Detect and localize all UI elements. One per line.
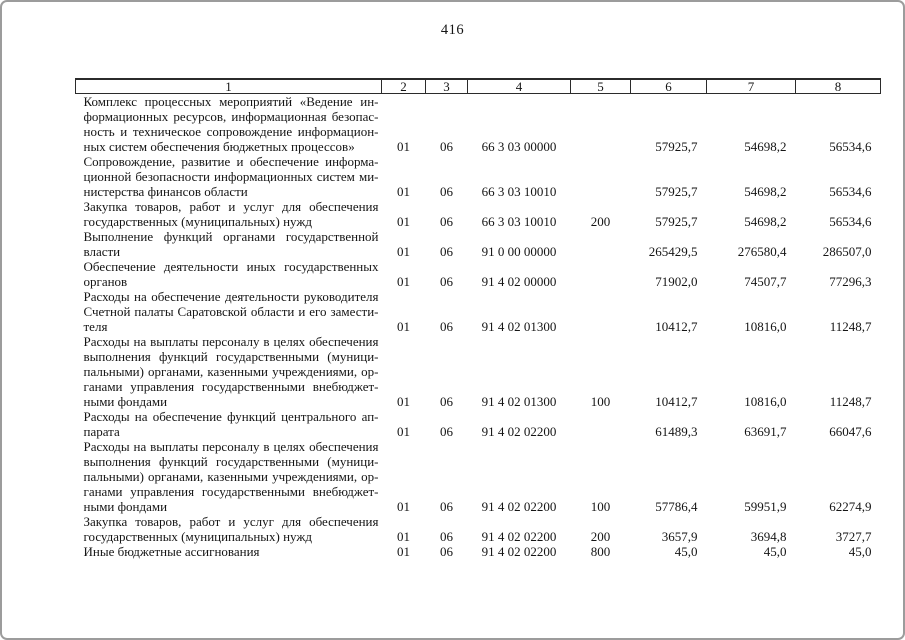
cell-sum-year1: 45,0 <box>674 544 698 559</box>
name-line: Сопровождение, развитие и обеспечение информа- <box>83 154 379 169</box>
cell-razdel: 01 <box>397 424 410 439</box>
name-line: Закупка товаров, работ и услуг для обеспечения <box>83 199 379 214</box>
cell-vid-raskhodov: 100 <box>590 394 611 409</box>
cell-razdel: 01 <box>397 274 410 289</box>
cell-sum-year2: 54698,2 <box>744 184 787 199</box>
cell-celevaya-statya: 66 3 03 00000 <box>481 139 557 154</box>
cell-name <box>76 154 382 199</box>
table-row <box>76 94 881 155</box>
name-line: Закупка товаров, работ и услуг для обеспечения <box>83 514 379 529</box>
table-row <box>76 439 881 514</box>
column-header-2: 2 <box>382 79 426 94</box>
name-line: Счетной палаты Саратовской области и его замести- <box>83 304 379 319</box>
cell-sum-year2: 54698,2 <box>744 139 787 154</box>
cell-razdel: 01 <box>397 139 410 154</box>
table-row <box>76 514 881 544</box>
cell-sum-year3: 62274,9 <box>829 499 872 514</box>
cell-sum-year1: 57925,7 <box>655 214 698 229</box>
page-number: 416 <box>440 22 465 38</box>
cell-podrazdel: 06 <box>440 394 453 409</box>
column-header-4: 4 <box>468 79 571 94</box>
cell-podrazdel: 06 <box>440 424 453 439</box>
table-row <box>76 199 881 229</box>
table-row <box>76 409 881 439</box>
column-header-1: 1 <box>76 79 382 94</box>
cell-razdel: 01 <box>397 184 410 199</box>
name-line: ность и техническое сопровождение информацион- <box>83 124 379 139</box>
column-header-5: 5 <box>571 79 631 94</box>
name-line: Расходы на обеспечение функций центрального ап- <box>83 409 379 424</box>
cell-sum-year1: 3657,9 <box>661 529 698 544</box>
cell-vid-raskhodov: 100 <box>590 499 611 514</box>
cell-sum-year3: 11248,7 <box>829 394 872 409</box>
column-header-8: 8 <box>796 79 881 94</box>
name-line: государственных (муниципальных) нужд <box>83 529 312 544</box>
cell-podrazdel: 06 <box>440 529 453 544</box>
cell-podrazdel: 06 <box>440 214 453 229</box>
cell-sum-year3: 56534,6 <box>829 184 872 199</box>
cell-name <box>76 259 382 289</box>
cell-podrazdel: 06 <box>440 139 453 154</box>
cell-vid-raskhodov <box>571 409 631 439</box>
cell-sum-year2: 59951,9 <box>744 499 787 514</box>
name-line: Иные бюджетные ассигнования <box>83 544 260 559</box>
cell-sum-year1: 265429,5 <box>648 244 698 259</box>
cell-sum-year1: 57786,4 <box>655 499 698 514</box>
cell-sum-year2: 63691,7 <box>744 424 787 439</box>
name-line: ными фондами <box>83 499 168 514</box>
cell-vid-raskhodov: 800 <box>590 544 611 559</box>
cell-name <box>76 409 382 439</box>
cell-name <box>76 334 382 409</box>
cell-sum-year1: 10412,7 <box>655 394 698 409</box>
column-header-3: 3 <box>426 79 468 94</box>
table-row <box>76 334 881 409</box>
name-line: Расходы на обеспечение деятельности руководителя <box>83 289 379 304</box>
name-line: власти <box>83 244 121 259</box>
name-line: ных систем обеспечения бюджетных процессов» <box>83 139 355 154</box>
cell-sum-year2: 74507,7 <box>744 274 787 289</box>
cell-sum-year2: 54698,2 <box>744 214 787 229</box>
cell-celevaya-statya: 91 4 02 00000 <box>481 274 557 289</box>
cell-name <box>76 289 382 334</box>
cell-sum-year2: 276580,4 <box>737 244 787 259</box>
cell-sum-year2: 3694,8 <box>750 529 787 544</box>
table-header-row <box>76 79 881 94</box>
column-header-7: 7 <box>707 79 796 94</box>
cell-vid-raskhodov <box>571 229 631 259</box>
cell-celevaya-statya: 66 3 03 10010 <box>481 184 557 199</box>
name-line: Расходы на выплаты персоналу в целях обеспечения <box>83 334 379 349</box>
name-line: формационных ресурсов, информационная безопас- <box>83 109 379 124</box>
cell-celevaya-statya: 91 4 02 01300 <box>481 319 557 334</box>
name-line: Выполнение функций органами государственной <box>83 229 379 244</box>
cell-name <box>76 94 382 155</box>
cell-vid-raskhodov <box>571 94 631 155</box>
table-row <box>76 544 881 559</box>
cell-podrazdel: 06 <box>440 244 453 259</box>
cell-podrazdel: 06 <box>440 499 453 514</box>
cell-razdel: 01 <box>397 319 410 334</box>
cell-sum-year3: 66047,6 <box>829 424 872 439</box>
cell-razdel: 01 <box>397 214 410 229</box>
column-header-6: 6 <box>631 79 707 94</box>
name-line: ганами управления государственными внебюджет- <box>83 379 379 394</box>
cell-vid-raskhodov <box>571 154 631 199</box>
name-line: парата <box>83 424 120 439</box>
cell-razdel: 01 <box>397 499 410 514</box>
cell-sum-year1: 71902,0 <box>655 274 698 289</box>
table-row <box>76 229 881 259</box>
cell-podrazdel: 06 <box>440 274 453 289</box>
cell-sum-year3: 45,0 <box>848 544 872 559</box>
cell-celevaya-statya: 91 4 02 02200 <box>481 529 557 544</box>
cell-sum-year3: 77296,3 <box>829 274 872 289</box>
name-line: ционной безопасности информационных систем ми- <box>83 169 379 184</box>
name-line: Расходы на выплаты персоналу в целях обеспечения <box>83 439 379 454</box>
name-line: ганами управления государственными внебюджет- <box>83 484 379 499</box>
cell-sum-year2: 10816,0 <box>744 319 787 334</box>
cell-celevaya-statya: 91 0 00 00000 <box>481 244 557 259</box>
cell-vid-raskhodov: 200 <box>590 214 611 229</box>
cell-name <box>76 199 382 229</box>
cell-sum-year3: 56534,6 <box>829 139 872 154</box>
cell-razdel: 01 <box>397 529 410 544</box>
cell-celevaya-statya: 91 4 02 01300 <box>481 394 557 409</box>
name-line: Обеспечение деятельности иных государственных <box>83 259 379 274</box>
cell-sum-year2: 45,0 <box>763 544 787 559</box>
cell-name <box>76 514 382 544</box>
cell-razdel: 01 <box>397 544 410 559</box>
table-row <box>76 154 881 199</box>
cell-celevaya-statya: 66 3 03 10010 <box>481 214 557 229</box>
name-line: Комплекс процессных мероприятий «Ведение ин- <box>83 94 379 109</box>
cell-name <box>76 439 382 514</box>
table-row <box>76 259 881 289</box>
table-body <box>76 94 881 560</box>
cell-sum-year1: 10412,7 <box>655 319 698 334</box>
name-line: пальными) органами, казенными учреждениями, ор- <box>83 469 379 484</box>
table-header <box>76 79 881 94</box>
cell-podrazdel: 06 <box>440 319 453 334</box>
cell-sum-year3: 286507,0 <box>822 244 872 259</box>
name-line: ными фондами <box>83 394 168 409</box>
cell-sum-year2: 10816,0 <box>744 394 787 409</box>
name-line: пальными) органами, казенными учреждениями, ор- <box>83 364 379 379</box>
cell-vid-raskhodov <box>571 289 631 334</box>
cell-sum-year3: 3727,7 <box>835 529 872 544</box>
cell-sum-year1: 61489,3 <box>655 424 698 439</box>
name-line: органов <box>83 274 128 289</box>
cell-sum-year3: 11248,7 <box>829 319 872 334</box>
cell-name <box>76 544 382 559</box>
cell-celevaya-statya: 91 4 02 02200 <box>481 499 557 514</box>
cell-podrazdel: 06 <box>440 184 453 199</box>
cell-podrazdel: 06 <box>440 544 453 559</box>
cell-sum-year3: 56534,6 <box>829 214 872 229</box>
cell-celevaya-statya: 91 4 02 02200 <box>481 544 557 559</box>
cell-name <box>76 229 382 259</box>
cell-razdel: 01 <box>397 244 410 259</box>
name-line: государственных (муниципальных) нужд <box>83 214 312 229</box>
cell-sum-year1: 57925,7 <box>655 184 698 199</box>
name-line: выполнения функций государственными (муници- <box>83 349 379 364</box>
cell-vid-raskhodov <box>571 259 631 289</box>
budget-table <box>75 78 881 559</box>
cell-sum-year1: 57925,7 <box>655 139 698 154</box>
table-row <box>76 289 881 334</box>
cell-vid-raskhodov: 200 <box>590 529 611 544</box>
cell-razdel: 01 <box>397 394 410 409</box>
name-line: теля <box>83 319 108 334</box>
cell-celevaya-statya: 91 4 02 02200 <box>481 424 557 439</box>
name-line: выполнения функций государственными (муници- <box>83 454 379 469</box>
name-line: нистерства финансов области <box>83 184 248 199</box>
